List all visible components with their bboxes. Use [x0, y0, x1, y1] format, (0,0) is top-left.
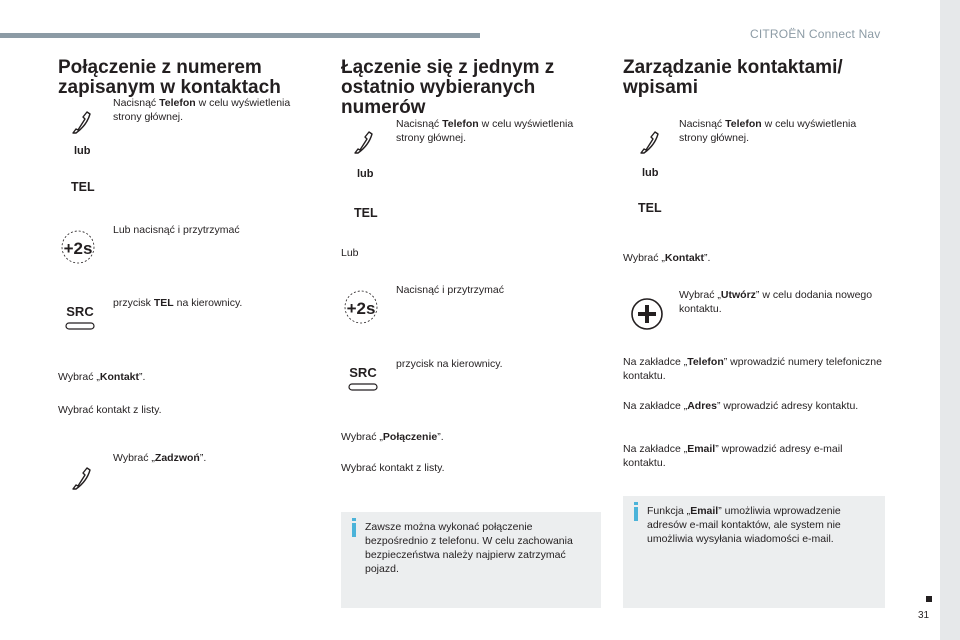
step-text: Wybrać „Połączenie”. — [341, 431, 444, 443]
note-text: Zawsze można wykonać połączenie bezpośrednio z telefonu. W celu zachowania bezpieczeństwa należy najpierw zatrzymać pojazd. — [365, 521, 573, 575]
header-title: CITROËN Connect Nav — [750, 27, 881, 41]
step-text: Wybrać „Utwórz” w celu dodania nowego kontaktu. — [679, 289, 873, 315]
step-text: Wybrać „Kontakt”. — [58, 371, 146, 383]
note-text: Funkcja „Email” umożliwia wprowadzenie adresów e-mail kontaktów, ale system nie umożliwia wysyłania wiadomości e-mail. — [647, 505, 841, 545]
info-note — [623, 496, 885, 608]
tel-label: TEL — [71, 180, 95, 194]
plus-add-icon — [630, 297, 664, 331]
or-label: lub — [74, 145, 91, 157]
step-text: Lub — [341, 247, 359, 259]
svg-text:SRC: SRC — [66, 304, 94, 319]
info-icon — [352, 523, 356, 537]
src-steering-button-icon — [58, 303, 102, 333]
info-note — [341, 512, 601, 608]
section-title: Łączenie się z jednym z ostatnio wybieranych numerów — [341, 57, 555, 118]
step-text: Nacisnąć Telefon w celu wyświetlenia strony głównej. — [396, 118, 574, 144]
step-text: Wybrać kontakt z listy. — [341, 462, 445, 474]
phone-handset-icon — [66, 106, 96, 136]
step-text: Na zakładce „Adres” wprowadzić adresy kontaktu. — [623, 400, 859, 412]
step-text: przycisk TEL na kierownicy. — [113, 297, 243, 309]
info-icon — [634, 507, 638, 521]
page-number: 31 — [918, 610, 930, 621]
svg-text:+2s: +2s — [63, 239, 93, 258]
svg-text:SRC: SRC — [349, 365, 377, 380]
step-text: Na zakładce „Email” wprowadzić adresy e-mail kontaktu. — [623, 443, 843, 469]
tel-label: TEL — [638, 201, 662, 215]
or-label: lub — [642, 167, 659, 179]
step-text: Wybrać kontakt z listy. — [58, 404, 162, 416]
section-title: Zarządzanie kontaktami/ wpisami — [623, 57, 843, 98]
or-label: lub — [357, 168, 374, 180]
step-text: Wybrać „Zadzwoń”. — [113, 452, 207, 464]
press-hold-2s-icon — [339, 289, 383, 325]
step-text: Nacisnąć i przytrzymać — [396, 284, 504, 296]
tel-label: TEL — [354, 206, 378, 220]
step-text: Lub nacisnąć i przytrzymać — [113, 224, 240, 236]
step-text: Nacisnąć Telefon w celu wyświetlenia strony głównej. — [113, 97, 291, 123]
svg-text:+2s: +2s — [346, 299, 376, 318]
press-hold-2s-icon — [56, 229, 100, 265]
section-title: Połączenie z numerem zapisanym w kontaktach — [58, 57, 281, 98]
phone-handset-icon — [348, 126, 378, 156]
src-steering-button-icon — [341, 364, 385, 394]
phone-handset-icon — [634, 126, 664, 156]
step-text: Wybrać „Kontakt”. — [623, 252, 711, 264]
side-strip — [940, 0, 960, 640]
header-bar — [0, 33, 480, 38]
step-text: przycisk na kierownicy. — [396, 358, 503, 370]
step-text: Na zakładce „Telefon” wprowadzić numery telefoniczne kontaktu. — [623, 356, 882, 382]
page-marker — [926, 596, 932, 602]
phone-handset-icon — [66, 462, 96, 492]
step-text: Nacisnąć Telefon w celu wyświetlenia strony głównej. — [679, 118, 857, 144]
